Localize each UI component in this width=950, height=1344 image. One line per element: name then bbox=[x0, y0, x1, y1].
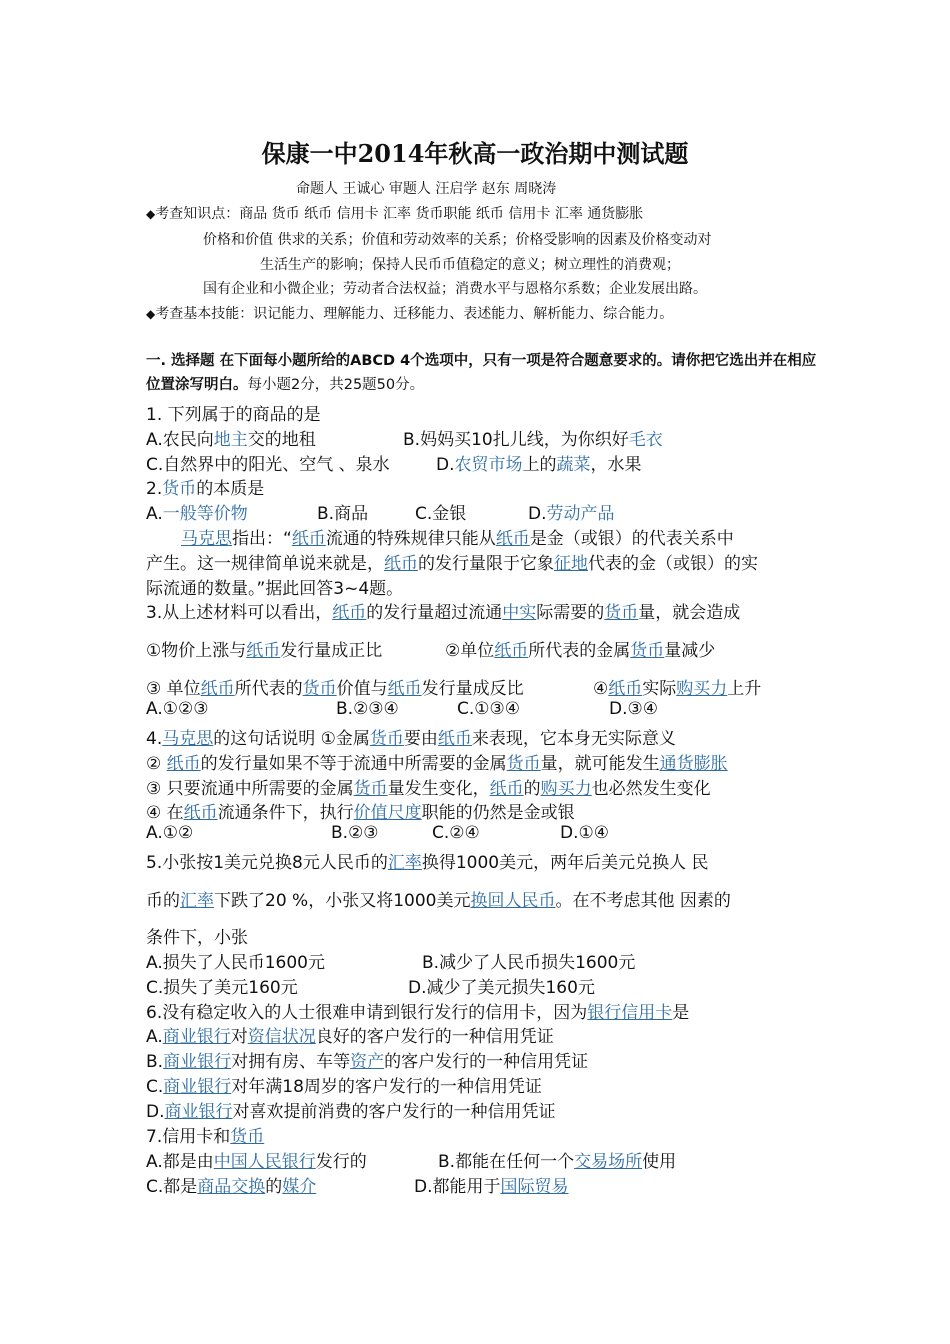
link[interactable]: 劳动产品 bbox=[546, 504, 615, 524]
link[interactable]: 征地 bbox=[554, 554, 588, 574]
knowledge-line-3: 生活生产的影响；保持人民币币值稳定的意义；树立理性的消费观； bbox=[260, 257, 680, 273]
knowledge-line-1: ◆考查知识点：商品 货币 纸币 信用卡 汇率 货币职能 纸币 信用卡 汇率 通货膨胀 bbox=[146, 206, 644, 222]
q6-option-c: C.商业银行对年满18周岁的客户发行的一种信用凭证 bbox=[146, 1077, 542, 1097]
link[interactable]: 纸币 bbox=[166, 754, 201, 774]
link[interactable]: 马克思 bbox=[162, 729, 214, 749]
diamond-bullet-icon: ◆ bbox=[146, 307, 156, 321]
q5-option-a: A.损失了人民币1600元 bbox=[146, 953, 325, 973]
q5-line-2: 币的汇率下跌了20 %，小张又将1000美元换回人民币。在不考虑其他 因素的 bbox=[146, 891, 731, 911]
q1-stem: 1. 下列属于的商品的是 bbox=[146, 405, 321, 425]
q6-option-b: B.商业银行对拥有房、车等资产的客户发行的一种信用凭证 bbox=[146, 1052, 589, 1072]
knowledge-line-2: 价格和价值 供求的关系；价值和劳动效率的关系；价格受影响的因素及价格变动对 bbox=[203, 232, 712, 248]
link[interactable]: 马克思 bbox=[181, 529, 232, 549]
q5-option-b: B.减少了人民币损失1600元 bbox=[422, 953, 636, 973]
link[interactable]: 购买力 bbox=[676, 679, 728, 699]
q3-option-2: ②单位纸币所代表的金属货币量减少 bbox=[445, 641, 716, 661]
knowledge-line-4: 国有企业和小微企业；劳动者合法权益；消费水平与恩格尔系数；企业发展出路。 bbox=[203, 281, 707, 297]
q3-choice-a: A.①②③ bbox=[146, 699, 209, 719]
link[interactable]: 资产 bbox=[350, 1052, 385, 1072]
link[interactable]: 纸币 bbox=[489, 779, 524, 799]
link[interactable]: 纸币 bbox=[495, 529, 530, 549]
q2-option-b: B.商品 bbox=[317, 504, 369, 524]
material-line-1: 马克思指出：“纸币流通的特殊规律只能从纸币是金（或银）的代表关系中 bbox=[181, 529, 734, 549]
link[interactable]: 中实 bbox=[502, 603, 537, 623]
q4-choice-d: D.①④ bbox=[560, 823, 609, 843]
link[interactable]: 中国人民银行 bbox=[213, 1152, 316, 1172]
link[interactable]: 纸币 bbox=[387, 679, 422, 699]
link[interactable]: 媒介 bbox=[282, 1177, 317, 1197]
link[interactable]: 纸币 bbox=[494, 641, 529, 661]
q7-stem: 7.信用卡和货币 bbox=[146, 1127, 265, 1147]
author-line: 命题人 王诚心 审题人 汪启学 赵东 周晓涛 bbox=[296, 181, 557, 197]
link[interactable]: 货币 bbox=[506, 754, 541, 774]
material-line-3: 际流通的数量。”据此回答3~4题。 bbox=[146, 579, 404, 599]
q7-option-c: C.都是商品交换的媒介 bbox=[146, 1177, 317, 1197]
q7-option-b: B.都能在任何一个交易场所使用 bbox=[438, 1152, 677, 1172]
q4-option-3: ③ 只要流通中所需要的金属货币量发生变化，纸币的购买力也必然发生变化 bbox=[146, 779, 711, 799]
q5-line-3: 条件下，小张 bbox=[146, 928, 248, 948]
link[interactable]: 商业银行 bbox=[162, 1027, 231, 1047]
q5-option-c: C.损失了美元160元 bbox=[146, 978, 298, 998]
skills-line: ◆考查基本技能：识记能力、理解能力、迁移能力、表述能力、解析能力、综合能力。 bbox=[146, 306, 674, 322]
link[interactable]: 价值尺度 bbox=[353, 803, 422, 823]
q4-option-4: ④ 在纸币流通条件下，执行价值尺度职能的仍然是金或银 bbox=[146, 803, 575, 823]
link[interactable]: 资信状况 bbox=[247, 1027, 316, 1047]
q5-option-d: D.减少了美元损失160元 bbox=[408, 978, 595, 998]
link[interactable]: 蔬菜 bbox=[556, 455, 591, 475]
q4-stem: 4.马克思的这句话说明 ①金属货币要由纸币来表现，它本身无实际意义 bbox=[146, 729, 676, 749]
section-instructions: 一. 选择题 在下面每小题所给的ABCD 4个选项中，只有一项是符合题意要求的。请你把它选出并在相应位置涂写明白。每小题2分，共25题50分。 bbox=[146, 353, 817, 393]
q3-option-4: ④纸币实际购买力上升 bbox=[593, 679, 762, 699]
q1-option-c: C.自然界中的阳光、空气 、泉水 bbox=[146, 455, 390, 475]
link[interactable]: 货币 bbox=[302, 679, 337, 699]
diamond-bullet-icon: ◆ bbox=[146, 207, 156, 221]
link[interactable]: 商品交换 bbox=[197, 1177, 266, 1197]
link[interactable]: 纸币 bbox=[608, 679, 643, 699]
q1-option-b: B.妈妈买10扎儿线，为你织好毛衣 bbox=[403, 430, 663, 450]
link[interactable]: 纸币 bbox=[437, 729, 472, 749]
link[interactable]: 货币 bbox=[630, 641, 665, 661]
q4-choice-c: C.②④ bbox=[432, 823, 480, 843]
q3-choice-d: D.③④ bbox=[609, 699, 658, 719]
material-line-2: 产生。这一规律简单说来就是，纸币的发行量限于它象征地代表的金（或银）的实 bbox=[146, 554, 758, 574]
q4-choice-b: B.②③ bbox=[331, 823, 379, 843]
link[interactable]: 毛衣 bbox=[628, 430, 663, 450]
q7-option-a: A.都是由中国人民银行发行的 bbox=[146, 1152, 367, 1172]
link[interactable]: 货币 bbox=[353, 779, 388, 799]
q1-option-d: D.农贸市场上的蔬菜，水果 bbox=[436, 455, 642, 475]
q4-option-2: ② 纸币的发行量如果不等于流通中所需要的金属货币量，就可能发生通货膨胀 bbox=[146, 754, 728, 774]
q2-option-d: D.劳动产品 bbox=[528, 504, 615, 524]
link[interactable]: 交易场所 bbox=[574, 1152, 643, 1172]
link[interactable]: 国际贸易 bbox=[500, 1177, 569, 1197]
q5-line-1: 5.小张按1美元兑换8元人民币的汇率换得1000美元，两年后美元兑换人 民 bbox=[146, 853, 709, 873]
link[interactable]: 纸币 bbox=[291, 529, 326, 549]
link[interactable]: 纸币 bbox=[384, 554, 418, 574]
link[interactable]: 通货膨胀 bbox=[659, 754, 728, 774]
q4-choice-a: A.①② bbox=[146, 823, 194, 843]
link[interactable]: 购买力 bbox=[540, 779, 592, 799]
link[interactable]: 银行信用卡 bbox=[587, 1003, 673, 1023]
link[interactable]: 货币 bbox=[369, 729, 404, 749]
link[interactable]: 一般等价物 bbox=[162, 504, 248, 524]
link[interactable]: 货币 bbox=[604, 603, 639, 623]
q3-option-3: ③ 单位纸币所代表的货币价值与纸币发行量成反比 bbox=[146, 679, 524, 699]
link[interactable]: 纸币 bbox=[183, 803, 218, 823]
link[interactable]: 换回人民币 bbox=[470, 891, 556, 911]
link[interactable]: 纸币 bbox=[200, 679, 235, 699]
link[interactable]: 汇率 bbox=[180, 891, 214, 911]
q7-option-d: D.都能用于国际贸易 bbox=[414, 1177, 569, 1197]
link[interactable]: 商业银行 bbox=[163, 1052, 232, 1072]
link[interactable]: 地主 bbox=[213, 430, 248, 450]
link[interactable]: 农贸市场 bbox=[454, 455, 523, 475]
q1-option-a: A.农民向地主交的地租 bbox=[146, 430, 316, 450]
q6-stem: 6.没有稳定收入的人士很难申请到银行发行的信用卡，因为银行信用卡是 bbox=[146, 1003, 690, 1023]
q6-option-d: D.商业银行对喜欢提前消费的客户发行的一种信用凭证 bbox=[146, 1102, 556, 1122]
q3-option-1: ①物价上涨与纸币发行量成正比 bbox=[146, 641, 383, 661]
q2-option-c: C.金银 bbox=[415, 504, 467, 524]
link[interactable]: 商业银行 bbox=[164, 1102, 233, 1122]
link[interactable]: 汇率 bbox=[387, 853, 422, 873]
q3-stem: 3.从上述材料可以看出，纸币的发行量超过流通中实际需要的货币量，就会造成 bbox=[146, 603, 741, 623]
link[interactable]: 纸币 bbox=[332, 603, 367, 623]
link[interactable]: 货币 bbox=[230, 1127, 265, 1147]
q3-choice-b: B.②③④ bbox=[336, 699, 399, 719]
link[interactable]: 货币 bbox=[162, 479, 197, 499]
q2-option-a: A.一般等价物 bbox=[146, 504, 248, 524]
page-title: 保康一中2014年秋高一政治期中测试题 bbox=[261, 139, 689, 168]
link[interactable]: 纸币 bbox=[246, 641, 281, 661]
q6-option-a: A.商业银行对资信状况良好的客户发行的一种信用凭证 bbox=[146, 1027, 554, 1047]
link[interactable]: 商业银行 bbox=[163, 1077, 232, 1097]
q2-stem: 2.货币的本质是 bbox=[146, 479, 265, 499]
q3-choice-c: C.①③④ bbox=[457, 699, 520, 719]
